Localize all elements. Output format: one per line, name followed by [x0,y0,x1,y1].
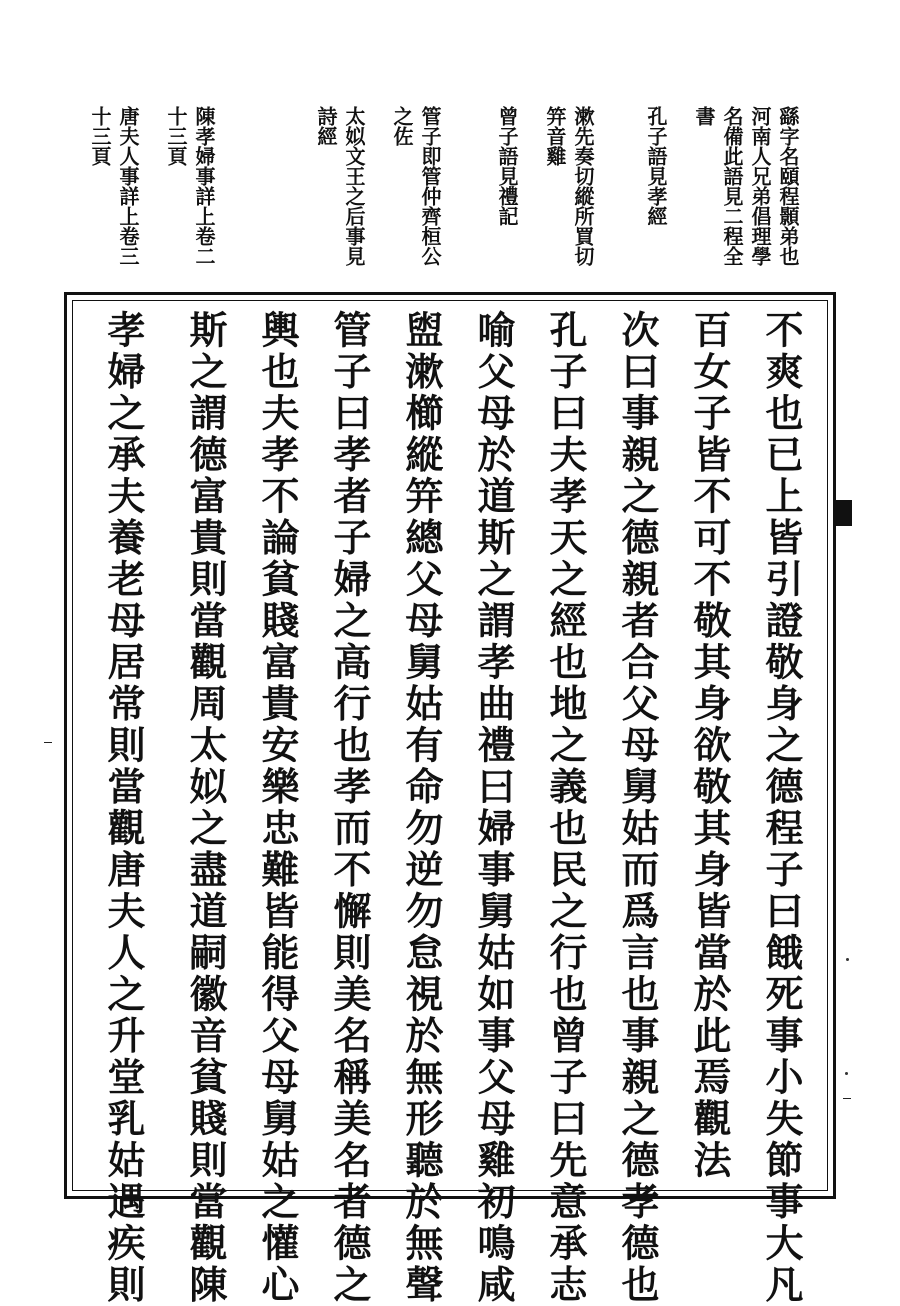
main-text-column: 盥漱櫛縱笄總父母舅姑有命勿逆勿怠視於無形聽於無聲 [399,310,444,1306]
annotation-column: 管子即管仲齊桓公 [418,106,442,266]
main-text-column: 斯之謂德富貴則當觀周太姒之盡道嗣徽音貧賤則當觀陳 [183,310,228,1306]
annotation-column: 太姒文王之后事見 [342,106,366,266]
margin-speck [846,958,849,961]
main-text-column: 管子曰孝者子婦之高行也孝而不懈則美名稱美名者德之 [327,310,372,1306]
annotation-column: 漱先奏切縱所買切 [571,106,595,266]
annotation-column: 書 [692,106,716,126]
margin-speck [845,1072,848,1075]
main-text-column: 不爽也已上皆引證敬身之德程子曰餓死事小失節事大凡 [759,310,804,1306]
annotation-column: 名備此語見二程全 [720,106,744,266]
annotation-column: 曾子語見禮記 [495,106,519,226]
page-edge-marker [836,500,852,526]
main-text-column: 輿也夫孝不論貧賤富貴安樂忠難皆能得父母舅姑之懽心 [255,310,300,1306]
main-text-column: 孝婦之承夫養老母居常則當觀唐夫人之升堂乳姑遇疾則 [101,310,146,1306]
annotation-column: 陳孝婦事詳上卷二 [192,106,216,266]
annotation-column: 詩經 [314,106,338,146]
annotation-column: 十三頁 [164,106,188,166]
annotation-column: 十三頁 [88,106,112,166]
main-text-column: 孔子曰夫孝天之經也地之義也民之行也曾子曰先意承志 [543,310,588,1306]
main-text-column: 百女子皆不可不敬其身欲敬其身皆當於此焉觀法 [687,310,732,1182]
main-text-column: 喻父母於道斯之謂孝曲禮曰婦事舅姑如事父母雞初鳴咸 [471,310,516,1306]
annotation-column: 繇字名頤程顥弟也 [776,106,800,266]
margin-mark [843,1098,851,1099]
main-text-column: 次曰事親之德親者合父母舅姑而爲言也事親之德孝德也 [615,310,660,1306]
annotation-column: 笄音雞 [543,106,567,166]
annotation-column: 之佐 [390,106,414,146]
annotation-column: 唐夫人事詳上卷三 [116,106,140,266]
annotation-column: 河南人兄弟倡理學 [748,106,772,266]
annotation-column: 孔子語見孝經 [644,106,668,226]
margin-mark [44,742,52,743]
